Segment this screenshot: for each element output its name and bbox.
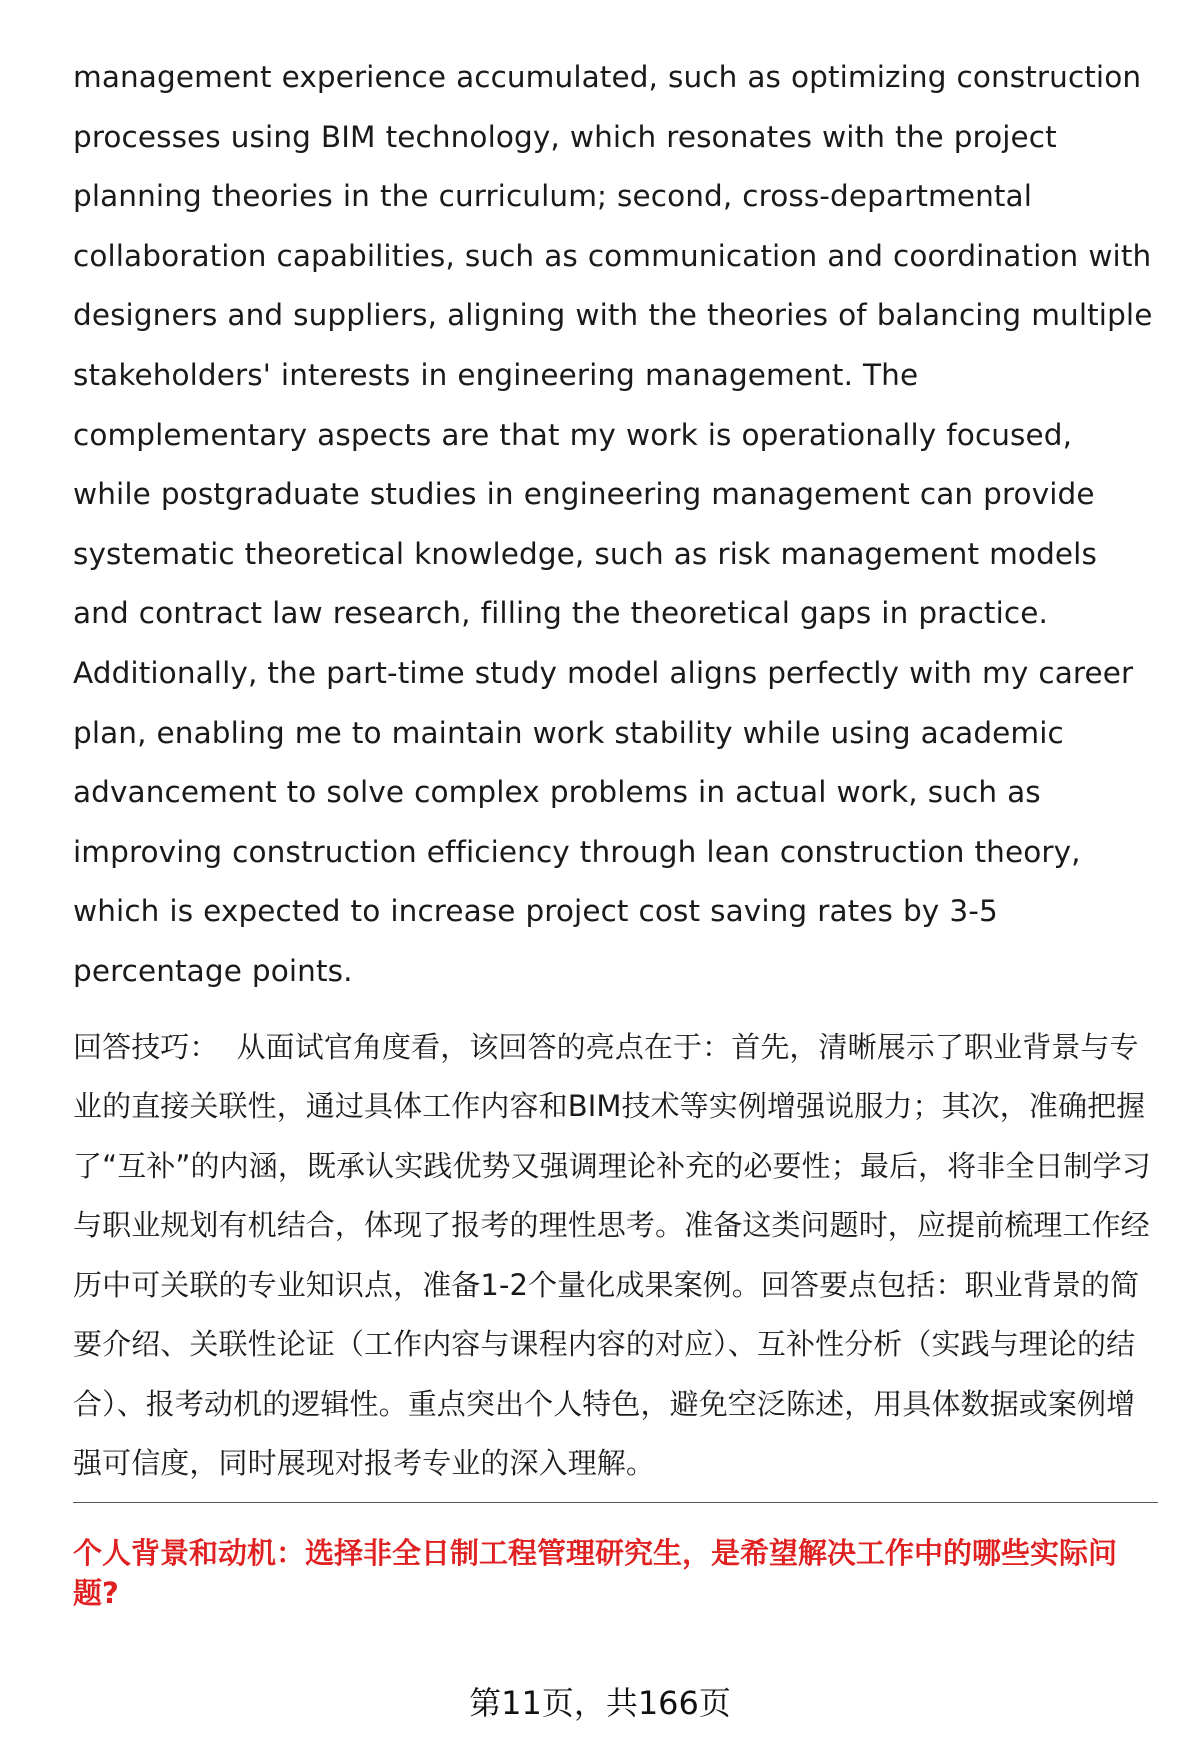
- tips-text: 从面试官角度看，该回答的亮点在于：首先，清晰展示了职业背景与专业的直接关联性，通过具体工作内容和BIM技术等实例增强说服力；其次，准确把握了“互补”的内涵，既承认实践优势又强调理论补充的必要性；最后，将非全日制学习与职业规划有机结合，体现了报考的理性思考。准备这类问题时，应提前梳理工作经历中可关联的专业知识点，准备1-2个量化成果案例。回答要点包括：职业背景的简要介绍、关联性论证（工作内容与课程内容的对应）、互补性分析（实践与理论的结合）、报考动机的逻辑性。重点突出个人特色，避免空泛陈述，用具体数据或案例增强可信度，同时展现对报考专业的深入理解。: [73, 1029, 1151, 1480]
- page-number-footer: 第11页，共166页: [469, 1684, 731, 1722]
- next-question-heading: 个人背景和动机：选择非全日制工程管理研究生，是希望解决工作中的哪些实际问题?: [73, 1536, 1118, 1610]
- tips-label: 回答技巧：: [73, 1029, 219, 1064]
- section-divider: [73, 1502, 1158, 1503]
- answer-paragraph: management experience accumulated, such as optimizing construction processes using BIM technology, which resonates with the project planning theories in the curriculum; second, cross-departmental collaboration capabilities, such as communication and coordination with designers and suppliers, aligning with the theories of balancing multiple stakeholders' interests in engineering management. The complementary aspects are that my work is operationally focused, while postgraduate studies in engineering management can provide systematic theoretical knowledge, such as risk management models and contract law research, filling the theoretical gaps in practice. Additionally, the part-time study model aligns perfectly with my career plan, enabling me to maintain work stability while using academic advancement to solve complex problems in actual work, such as improving construction efficiency through lean construction theory, which is expected to increase project cost saving rates by 3-5 percentage points.: [73, 60, 1153, 988]
- answer-tips: [73, 1018, 1158, 1494]
- document-page: [73, 48, 1158, 1494]
